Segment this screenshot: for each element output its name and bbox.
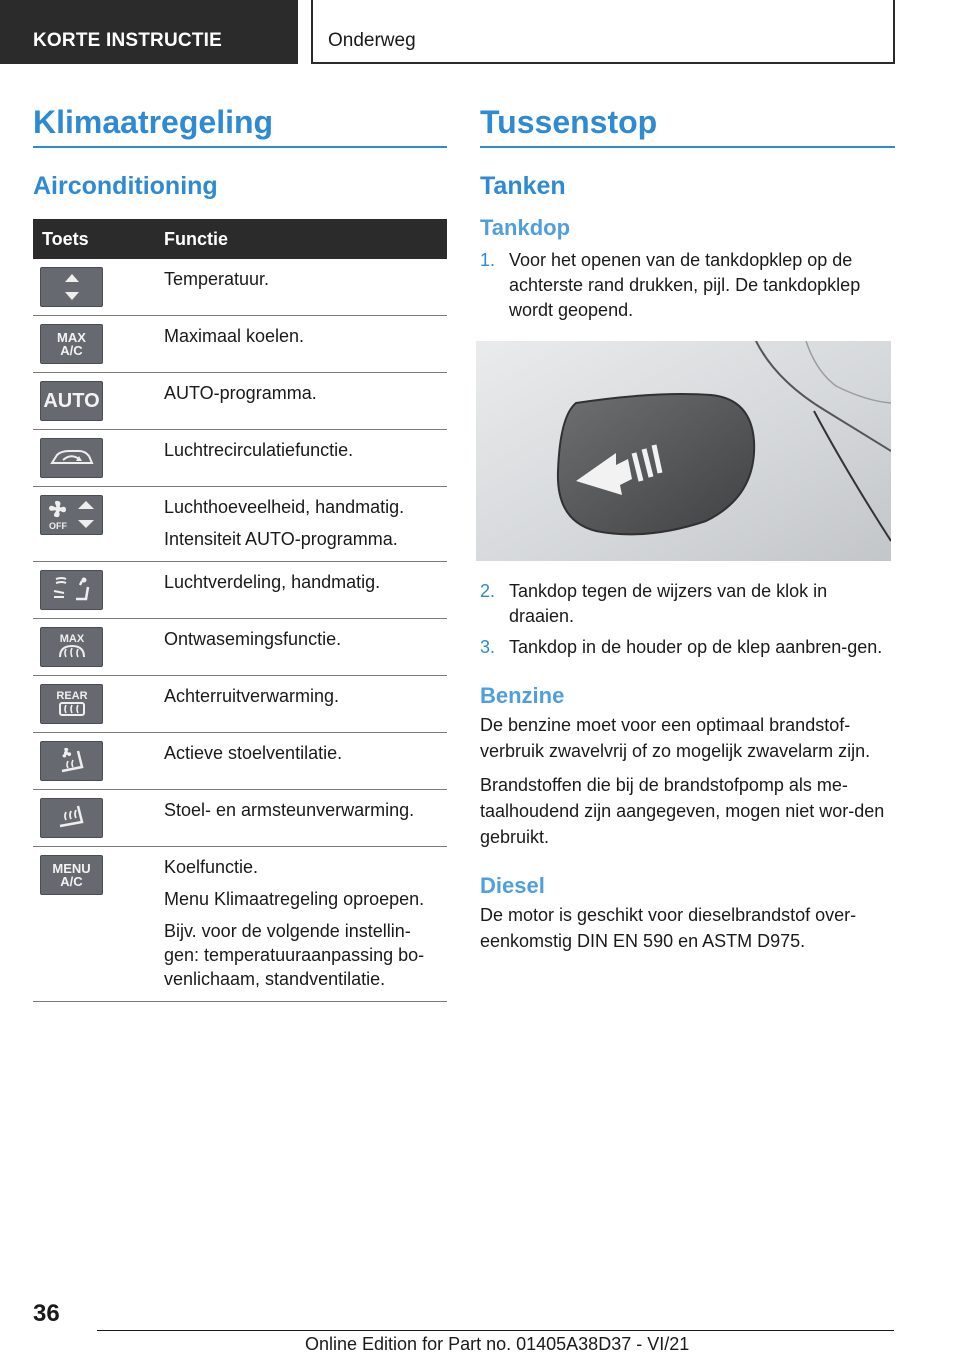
diesel-paragraph: De motor is geschikt voor dieselbrandstof over-eenkomstig DIN EN 590 en ASTM D975. xyxy=(480,905,857,951)
row-text: Maximaal koelen. xyxy=(164,326,305,346)
auto-icon: AUTO xyxy=(40,381,103,421)
section-label: KORTE INSTRUCTIE xyxy=(33,30,222,51)
seat-heating-icon xyxy=(40,798,103,838)
diesel-heading: Diesel xyxy=(480,873,545,898)
temperature-arrows-icon xyxy=(40,267,103,307)
row-text: Ontwasemingsfunctie. xyxy=(164,629,342,649)
svg-text:MAX: MAX xyxy=(59,633,84,645)
climate-buttons-table xyxy=(33,219,447,1002)
airconditioning-heading: Airconditioning xyxy=(33,172,218,200)
rear-defrost-icon xyxy=(40,684,103,724)
fuel-flap-illustration xyxy=(476,341,891,561)
table-row xyxy=(33,430,447,487)
max-ac-icon: MAX A/C xyxy=(40,324,103,364)
table-row xyxy=(33,847,447,1002)
row-text: Actieve stoelventilatie. xyxy=(164,743,343,763)
tankdop-heading: Tankdop xyxy=(480,215,571,240)
page-number: 36 xyxy=(33,1300,60,1327)
footer-divider xyxy=(97,1330,894,1331)
list-item: 2. Tankdop tegen de wijzers van de klok in draaien. xyxy=(480,581,828,626)
table-row xyxy=(33,259,447,316)
tanken-heading: Tanken xyxy=(480,172,566,200)
table-header-row xyxy=(33,219,447,259)
row-text: Menu Klimaatregeling oproepen. xyxy=(164,889,425,909)
table-row xyxy=(33,733,447,790)
seat-ventilation-icon xyxy=(40,741,103,781)
table-row xyxy=(33,373,447,430)
section-tab[interactable] xyxy=(0,0,298,64)
row-text: Luchthoeveelheid, handmatig. xyxy=(164,497,405,517)
list-item: 3. Tankdop in de houder op de klep aanbren-gen. xyxy=(480,637,883,657)
list-item: 1. Voor het openen van de tankdopklep op de achterste rand drukken, pijl. De tankdopklep wordt geopend. xyxy=(480,250,861,320)
table-row xyxy=(33,487,447,562)
table-row xyxy=(33,562,447,619)
table-row xyxy=(33,790,447,847)
edition-footer: Online Edition for Part no. 01405A38D37 - VI/21 xyxy=(305,1334,690,1354)
row-text: Koelfunctie. xyxy=(164,857,259,877)
right-column xyxy=(480,100,895,954)
chapter-tab[interactable] xyxy=(311,0,895,64)
row-text: Bijv. voor de volgende instellin-gen: temperatuuraanpassing bo-venlichaam, standventilatie. xyxy=(164,921,425,989)
table-row xyxy=(33,316,447,373)
max-defrost-icon xyxy=(40,627,103,667)
tussenstop-title: Tussenstop xyxy=(480,100,895,148)
menu-ac-icon: MENU A/C xyxy=(40,855,103,895)
chapter-label: Onderweg xyxy=(328,30,416,51)
column-header-key: Toets xyxy=(42,228,89,249)
fuel-flap-photo xyxy=(476,341,891,561)
benzine-heading: Benzine xyxy=(480,683,565,708)
row-text: Luchtverdeling, handmatig. xyxy=(164,572,381,592)
svg-text:OFF: OFF xyxy=(48,521,67,531)
benzine-paragraph: De benzine moet voor een optimaal brandstof-verbruik zwavelvrij of zo mogelijk zwavelarm zijn. xyxy=(480,715,871,761)
recirculation-icon xyxy=(40,438,103,478)
row-text: AUTO-programma. xyxy=(164,383,317,403)
fan-off-arrows-icon xyxy=(40,495,103,535)
climate-title: Klimaatregeling xyxy=(33,100,447,148)
row-text: Intensiteit AUTO-programma. xyxy=(164,529,398,549)
column-header-function: Functie xyxy=(164,228,229,249)
table-row xyxy=(33,619,447,676)
row-text: Temperatuur. xyxy=(164,269,270,289)
row-text: Stoel- en armsteunverwarming. xyxy=(164,800,415,820)
svg-text:REAR: REAR xyxy=(55,690,88,702)
table-row xyxy=(33,676,447,733)
benzine-paragraph: Brandstoffen die bij de brandstofpomp als me-taalhoudend zijn aangegeven, mogen niet wor-den gebruikt. xyxy=(480,775,885,847)
row-text: Achterruitverwarming. xyxy=(164,686,340,706)
air-distribution-icon xyxy=(40,570,103,610)
tankdop-steps-after xyxy=(480,579,895,660)
tankdop-steps-before xyxy=(480,248,895,323)
row-text: Luchtrecirculatiefunctie. xyxy=(164,440,354,460)
left-column xyxy=(33,100,447,1002)
